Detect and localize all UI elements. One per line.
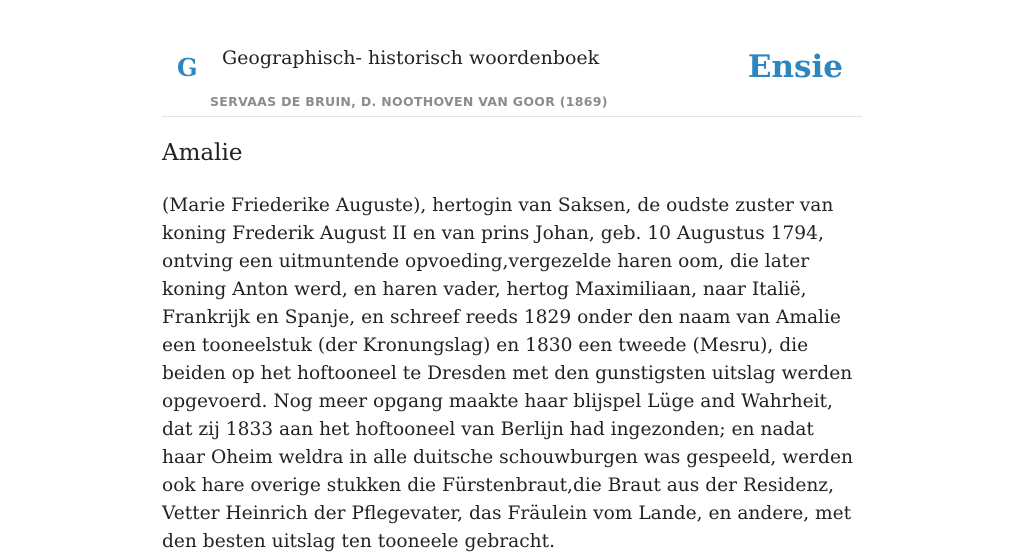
entry-title: Amalie	[162, 140, 243, 166]
book-author: SERVAAS DE BRUIN, D. NOOTHOVEN VAN GOOR (1869)	[210, 94, 608, 109]
book-title[interactable]: Geographisch- historisch woordenboek	[222, 47, 600, 69]
page-header	[162, 0, 862, 117]
entry-body: (Marie Friederike Auguste), hertogin van Saksen, de oudste zuster van koning Frederik August II en van prins Johan, geb. 10 Augustus 1794, ontving een uitmuntende opvoeding,vergezelde haren oom, die later koning Anton werd, en haren vader, hertog Maximiliaan, naar Italië, Frankrijk en Spanje, en schreef reeds 1829 onder den naam van Amalie een tooneelstuk (der Kronungslag) en 1830 een tweede (Mesru), die beiden op het hoftooneel te Dresden met den gunstigsten uitslag werden opgevoerd. Nog meer opgang maakte haar blijspel Lüge and Wahrheit, dat zij 1833 aan het hoftooneel van Berlijn had ingezonden; en nadat haar Oheim weldra in alle duitsche schouwburgen was gespeeld, werden ook hare overige stukken die Fürstenbraut,die Braut aus der Residenz, Vetter Heinrich der Pflegevater, das Fräulein vom Lande, en andere, met den besten uitslag ten tooneele gebracht.	[162, 195, 853, 552]
brand-logo[interactable]: Ensie	[747, 49, 843, 85]
book-logo-icon[interactable]: G	[177, 53, 198, 82]
